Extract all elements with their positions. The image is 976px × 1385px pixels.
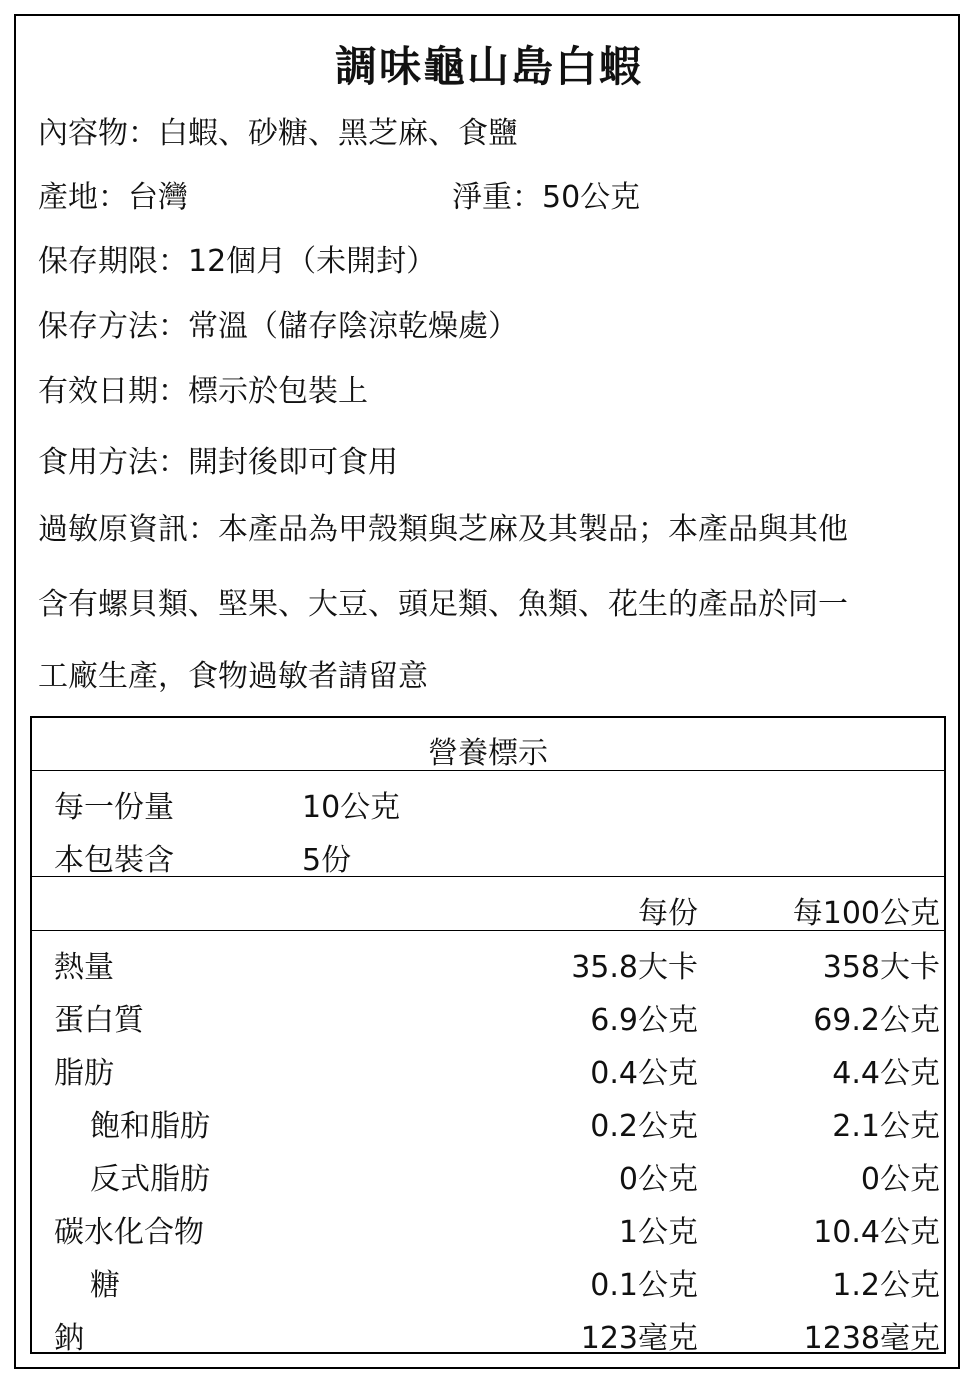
serving-size-row xyxy=(32,782,944,825)
nutrient-name: 蛋白質 xyxy=(54,1003,144,1038)
divider xyxy=(32,930,944,931)
nutrient-per-serving: 123毫克 xyxy=(580,1321,698,1356)
nutrient-per-serving: 1公克 xyxy=(618,1215,698,1250)
nutrient-name: 熱量 xyxy=(54,950,114,985)
nutrient-name: 糖 xyxy=(90,1268,120,1303)
nutrition-table xyxy=(30,716,946,1354)
nutrient-name: 飽和脂肪 xyxy=(90,1109,210,1144)
nutrient-row xyxy=(32,1207,944,1250)
nutrient-per-100g: 0公克 xyxy=(860,1162,940,1197)
usage-line: 食用方法：開封後即可食用 xyxy=(38,445,398,480)
nutrient-per-100g: 10.4公克 xyxy=(813,1215,940,1250)
product-title: 調味龜山島白蝦 xyxy=(334,42,643,91)
nutrient-row xyxy=(32,1260,944,1303)
nutrient-per-serving: 0公克 xyxy=(618,1162,698,1197)
nutrient-name: 鈉 xyxy=(54,1321,84,1356)
ingredients-line: 內容物：白蝦、砂糖、黑芝麻、食鹽 xyxy=(38,116,518,151)
nutrient-per-serving: 0.2公克 xyxy=(590,1109,698,1144)
divider xyxy=(32,876,944,877)
net-weight-line: 淨重：50公克 xyxy=(452,180,641,215)
nutrient-row xyxy=(32,1101,944,1144)
nutrient-per-serving: 0.1公克 xyxy=(590,1268,698,1303)
origin-line: 產地：台灣 xyxy=(38,180,188,215)
servings-per-package-row xyxy=(32,835,944,878)
allergen-line-1: 過敏原資訊：本產品為甲殼類與芝麻及其製品；本產品與其他 xyxy=(38,512,848,547)
nutrient-per-100g: 1238毫克 xyxy=(803,1321,940,1356)
nutrient-name: 反式脂肪 xyxy=(90,1162,210,1197)
nutrient-name: 脂肪 xyxy=(54,1056,114,1091)
product-label xyxy=(14,14,960,1369)
storage-line: 保存方法：常溫（儲存陰涼乾燥處） xyxy=(38,309,518,344)
serving-size-value: 10公克 xyxy=(302,790,401,825)
nutrient-row xyxy=(32,1154,944,1197)
nutrient-name: 碳水化合物 xyxy=(54,1215,204,1250)
col-per-100g-header: 每100公克 xyxy=(792,896,940,931)
nutrient-per-100g: 4.4公克 xyxy=(832,1056,940,1091)
nutrient-row xyxy=(32,1313,944,1356)
divider xyxy=(32,770,944,771)
nutrient-per-serving: 35.8大卡 xyxy=(571,950,698,985)
nutrient-per-100g: 1.2公克 xyxy=(832,1268,940,1303)
allergen-line-2: 含有螺貝類、堅果、大豆、頭足類、魚類、花生的產品於同一 xyxy=(38,587,848,622)
shelf-life-line: 保存期限：12個月（未開封） xyxy=(38,244,437,279)
servings-per-package-label: 本包裝含 xyxy=(54,843,174,878)
nutrient-per-100g: 69.2公克 xyxy=(813,1003,940,1038)
nutrition-title: 營養標示 xyxy=(428,736,548,771)
servings-per-package-value: 5份 xyxy=(302,843,352,878)
nutrient-row xyxy=(32,942,944,985)
nutrient-per-serving: 0.4公克 xyxy=(590,1056,698,1091)
nutrient-per-100g: 358大卡 xyxy=(822,950,940,985)
serving-size-label: 每一份量 xyxy=(54,790,174,825)
column-header-row xyxy=(32,888,944,931)
allergen-line-3: 工廠生產，食物過敏者請留意 xyxy=(38,659,428,694)
nutrient-per-serving: 6.9公克 xyxy=(590,1003,698,1038)
nutrient-per-100g: 2.1公克 xyxy=(832,1109,940,1144)
nutrient-row xyxy=(32,995,944,1038)
col-per-serving-header: 每份 xyxy=(638,896,698,931)
nutrient-row xyxy=(32,1048,944,1091)
expiry-line: 有效日期：標示於包裝上 xyxy=(38,374,368,409)
